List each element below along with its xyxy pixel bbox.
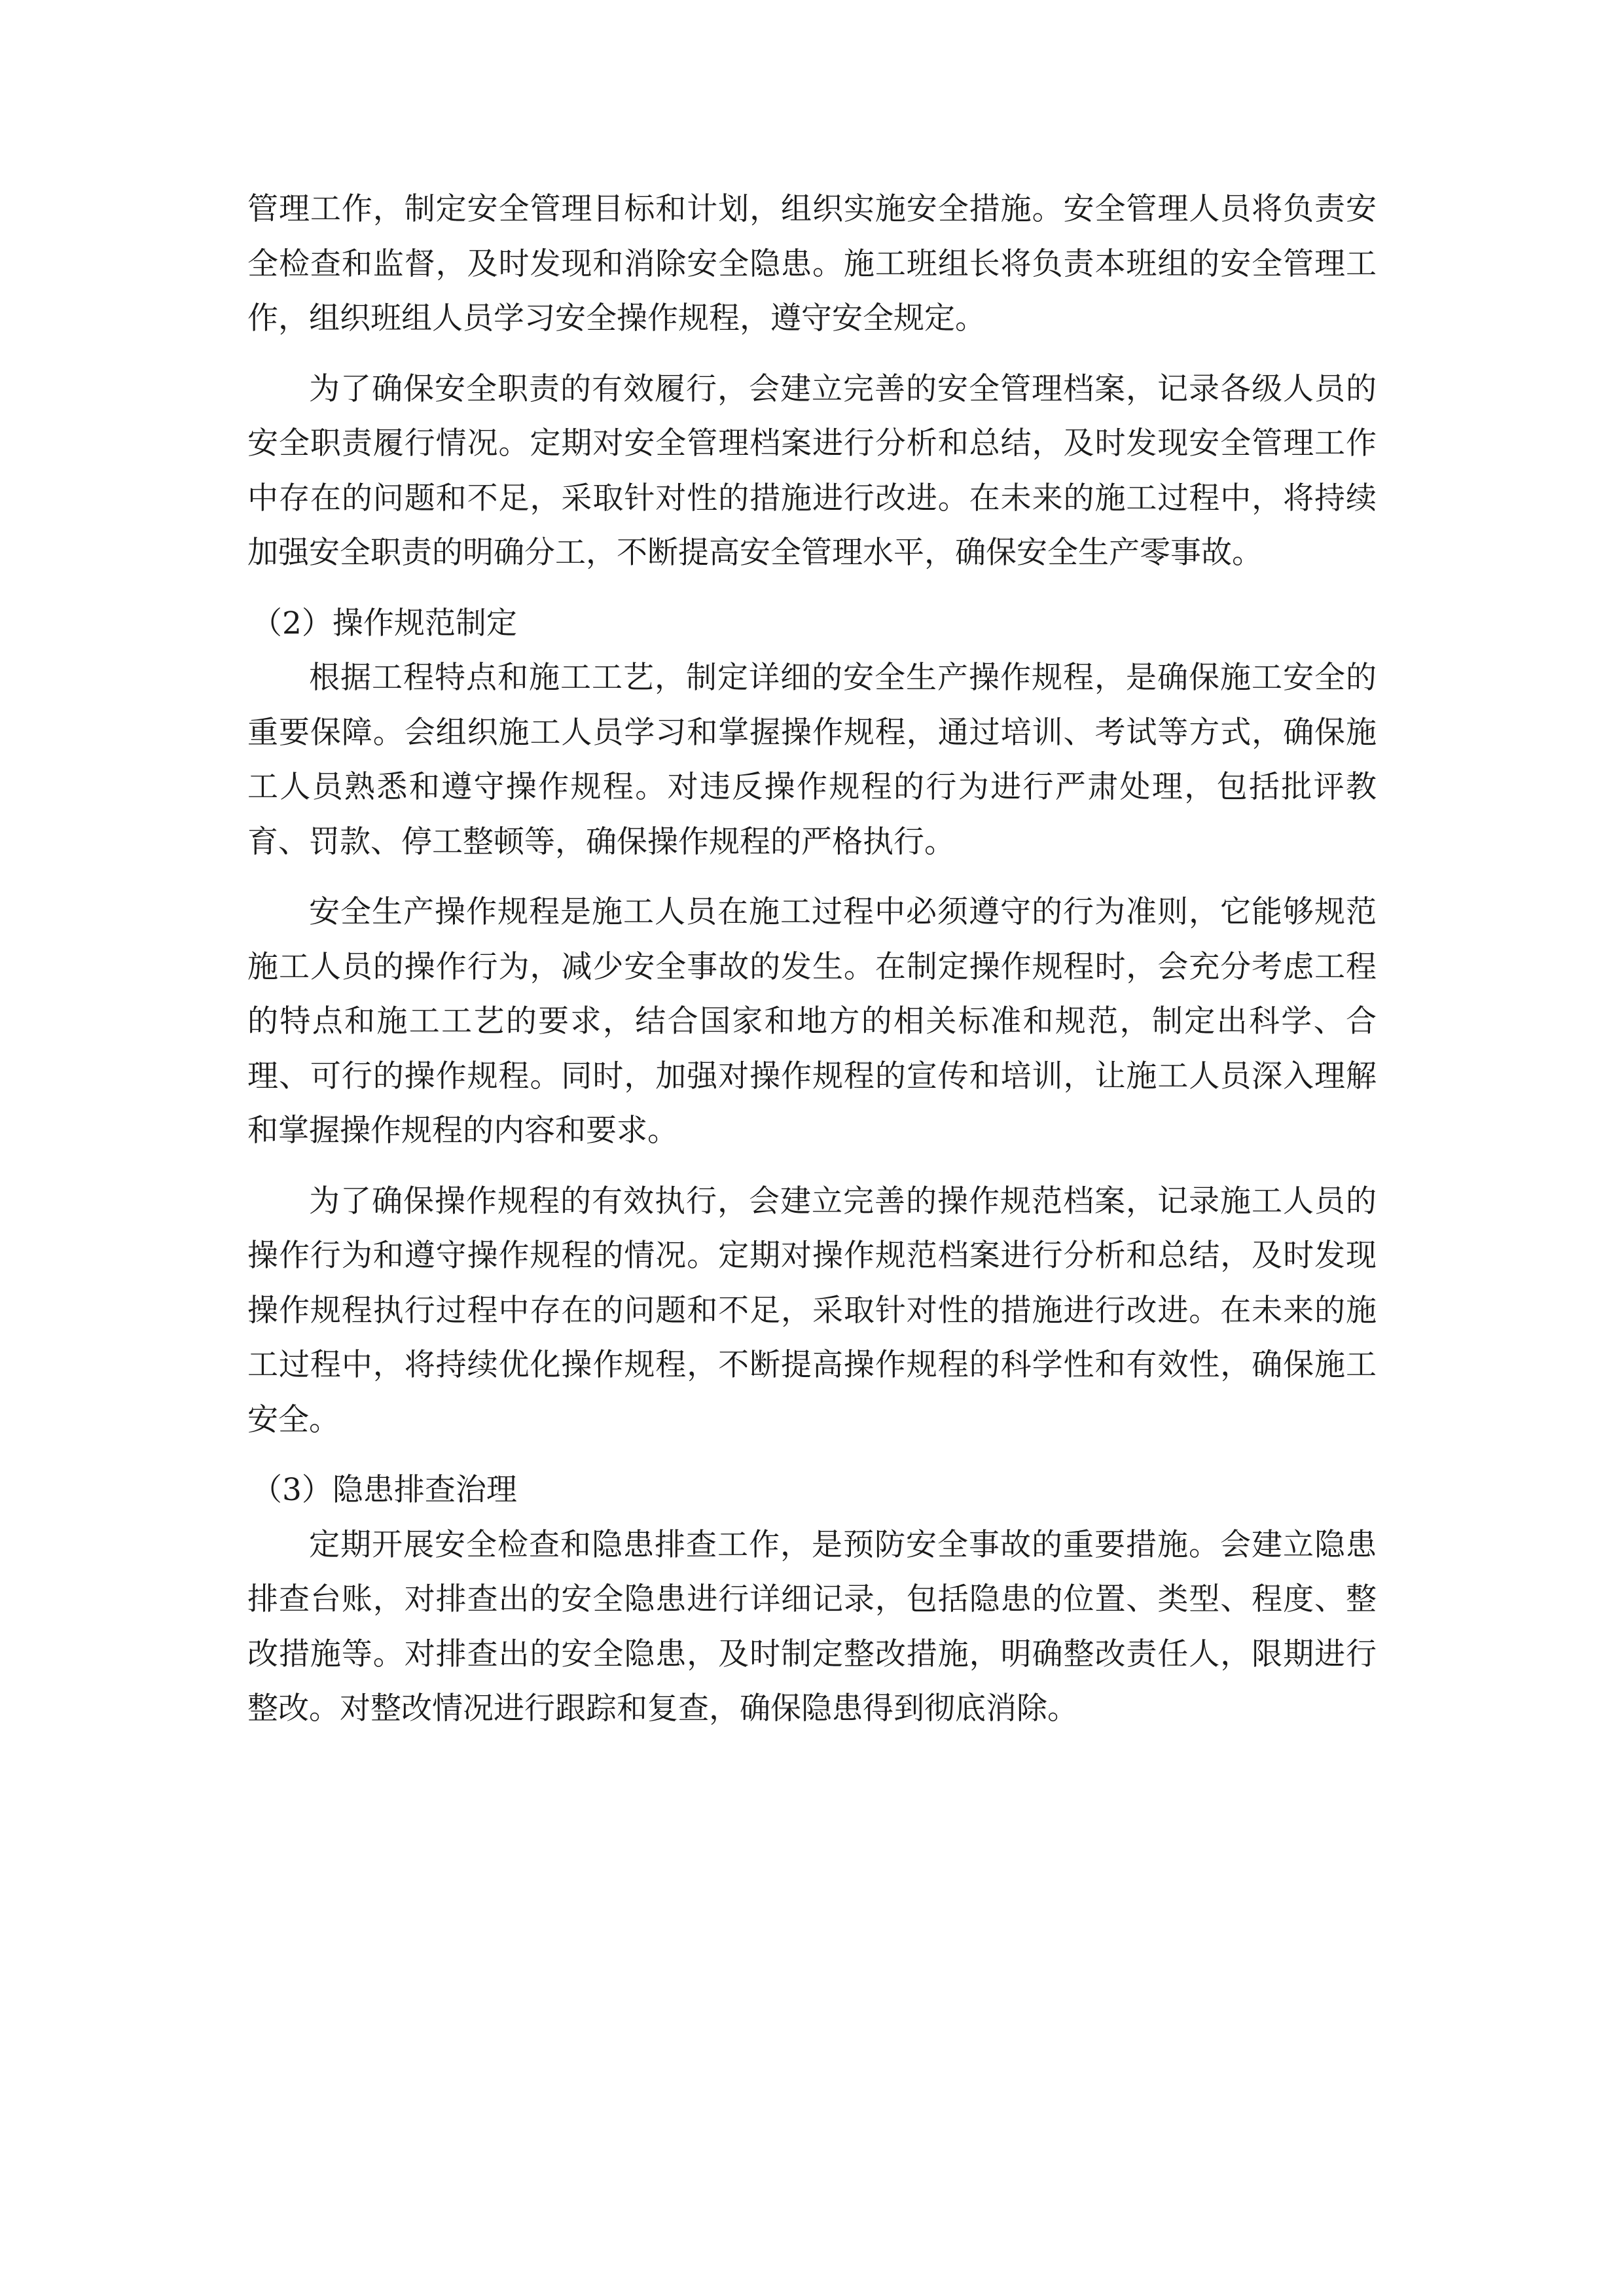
paragraph-operation-archive: 为了确保操作规程的有效执行，会建立完善的操作规范档案，记录施工人员的操作行为和遵守操作规程的情况。定期对操作规范档案进行分析和总结，及时发现操作规程执行过程中存在的问题和不足，采取针对性的措施进行改进。在未来的施工过程中，将持续优化操作规程，不断提高操作规程的科学性和有效性，确保施工安全。 <box>247 1183 1377 1438</box>
document-body <box>247 182 1377 1752</box>
paragraph-operation-rules-purpose: 安全生产操作规程是施工人员在施工过程中必须遵守的行为准则，它能够规范施工人员的操作行为，减少安全事故的发生。在制定操作规程时，会充分考虑工程的特点和施工工艺的要求，结合国家和地方的相关标准和规范，制定出科学、合理、可行的操作规程。同时，加强对操作规程的宣传和培训，让施工人员深入理解和掌握操作规程的内容和要求。 <box>247 894 1377 1149</box>
paragraph-safety-roles-continued: 管理工作，制定安全管理目标和计划，组织实施安全措施。安全管理人员将负责安全检查和监督，及时发现和消除安全隐患。施工班组长将负责本班组的安全管理工作，组织班组人员学习安全操作规程，遵守安全规定。 <box>247 191 1377 336</box>
paragraph-operation-rules: 根据工程特点和施工工艺，制定详细的安全生产操作规程，是确保施工安全的重要保障。会组织施工人员学习和掌握操作规程，通过培训、考试等方式，确保施工人员熟悉和遵守操作规程。对违反操作规程的行为进行严肃处理，包括批评教育、罚款、停工整顿等，确保操作规程的严格执行。 <box>247 660 1377 860</box>
paragraph-hazard-inspection: 定期开展安全检查和隐患排查工作，是预防安全事故的重要措施。会建立隐患排查台账，对排查出的安全隐患进行详细记录，包括隐患的位置、类型、程度、整改措施等。对排查出的安全隐患，及时制定整改措施，明确整改责任人，限期进行整改。对整改情况进行跟踪和复查，确保隐患得到彻底消除。 <box>247 1526 1377 1727</box>
paragraph-safety-archive: 为了确保安全职责的有效履行，会建立完善的安全管理档案，记录各级人员的安全职责履行情况。定期对安全管理档案进行分析和总结，及时发现安全管理工作中存在的问题和不足，采取针对性的措施进行改进。在未来的施工过程中，将持续加强安全职责的明确分工，不断提高安全管理水平，确保安全生产零事故。 <box>247 370 1377 571</box>
section-heading-hazard-inspection: （3）隐患排查治理 <box>251 1472 517 1508</box>
section-heading-operation-standards: （2）操作规范制定 <box>251 605 517 641</box>
